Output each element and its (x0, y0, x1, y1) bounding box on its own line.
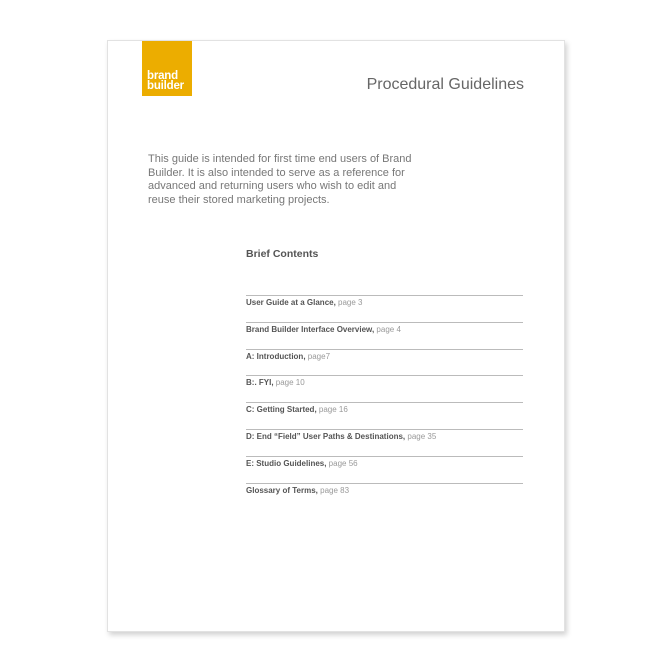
brand-builder-logo (142, 41, 192, 96)
item-label: Glossary of Terms, (246, 485, 318, 495)
contents-item (246, 429, 523, 456)
contents-item (246, 349, 523, 376)
item-page: page 3 (335, 298, 363, 307)
contents-list (246, 295, 523, 509)
item-page: page 10 (273, 378, 305, 388)
item-label: E: Studio Guidelines, (246, 458, 327, 468)
item-label: B:. FYI, (246, 378, 274, 388)
item-page: page7 (305, 351, 331, 361)
contents-item (246, 375, 523, 402)
intro-paragraph: This guide is intended for first time end users of Brand Builder. It is also intended to serve as a reference for advanced and returning users who wish to edit and reuse their stored marketing projects. (148, 153, 412, 206)
item-label: A: Introduction, (246, 351, 306, 361)
item-page: page 4 (374, 324, 401, 334)
document-page (107, 40, 565, 632)
contents-item (246, 322, 523, 349)
item-page: page 35 (405, 431, 437, 441)
item-label: User Guide at a Glance, (246, 298, 336, 307)
contents-item (246, 456, 523, 483)
item-page: page 56 (326, 458, 358, 468)
contents-item (246, 402, 523, 429)
contents-item (246, 295, 523, 322)
logo-line-2: builder (147, 80, 184, 92)
item-label: Brand Builder Interface Overview, (246, 324, 375, 334)
contents-heading: Brief Contents (246, 248, 319, 260)
contents-item (246, 483, 523, 510)
logo-line-1: brand (147, 70, 178, 82)
item-page: page 83 (317, 485, 350, 495)
item-page: page 16 (316, 405, 348, 415)
item-label: D: End “Field” User Paths & Destinations, (246, 431, 406, 441)
item-label: C: Getting Started, (246, 405, 317, 415)
page-title: Procedural Guidelines (366, 76, 524, 93)
